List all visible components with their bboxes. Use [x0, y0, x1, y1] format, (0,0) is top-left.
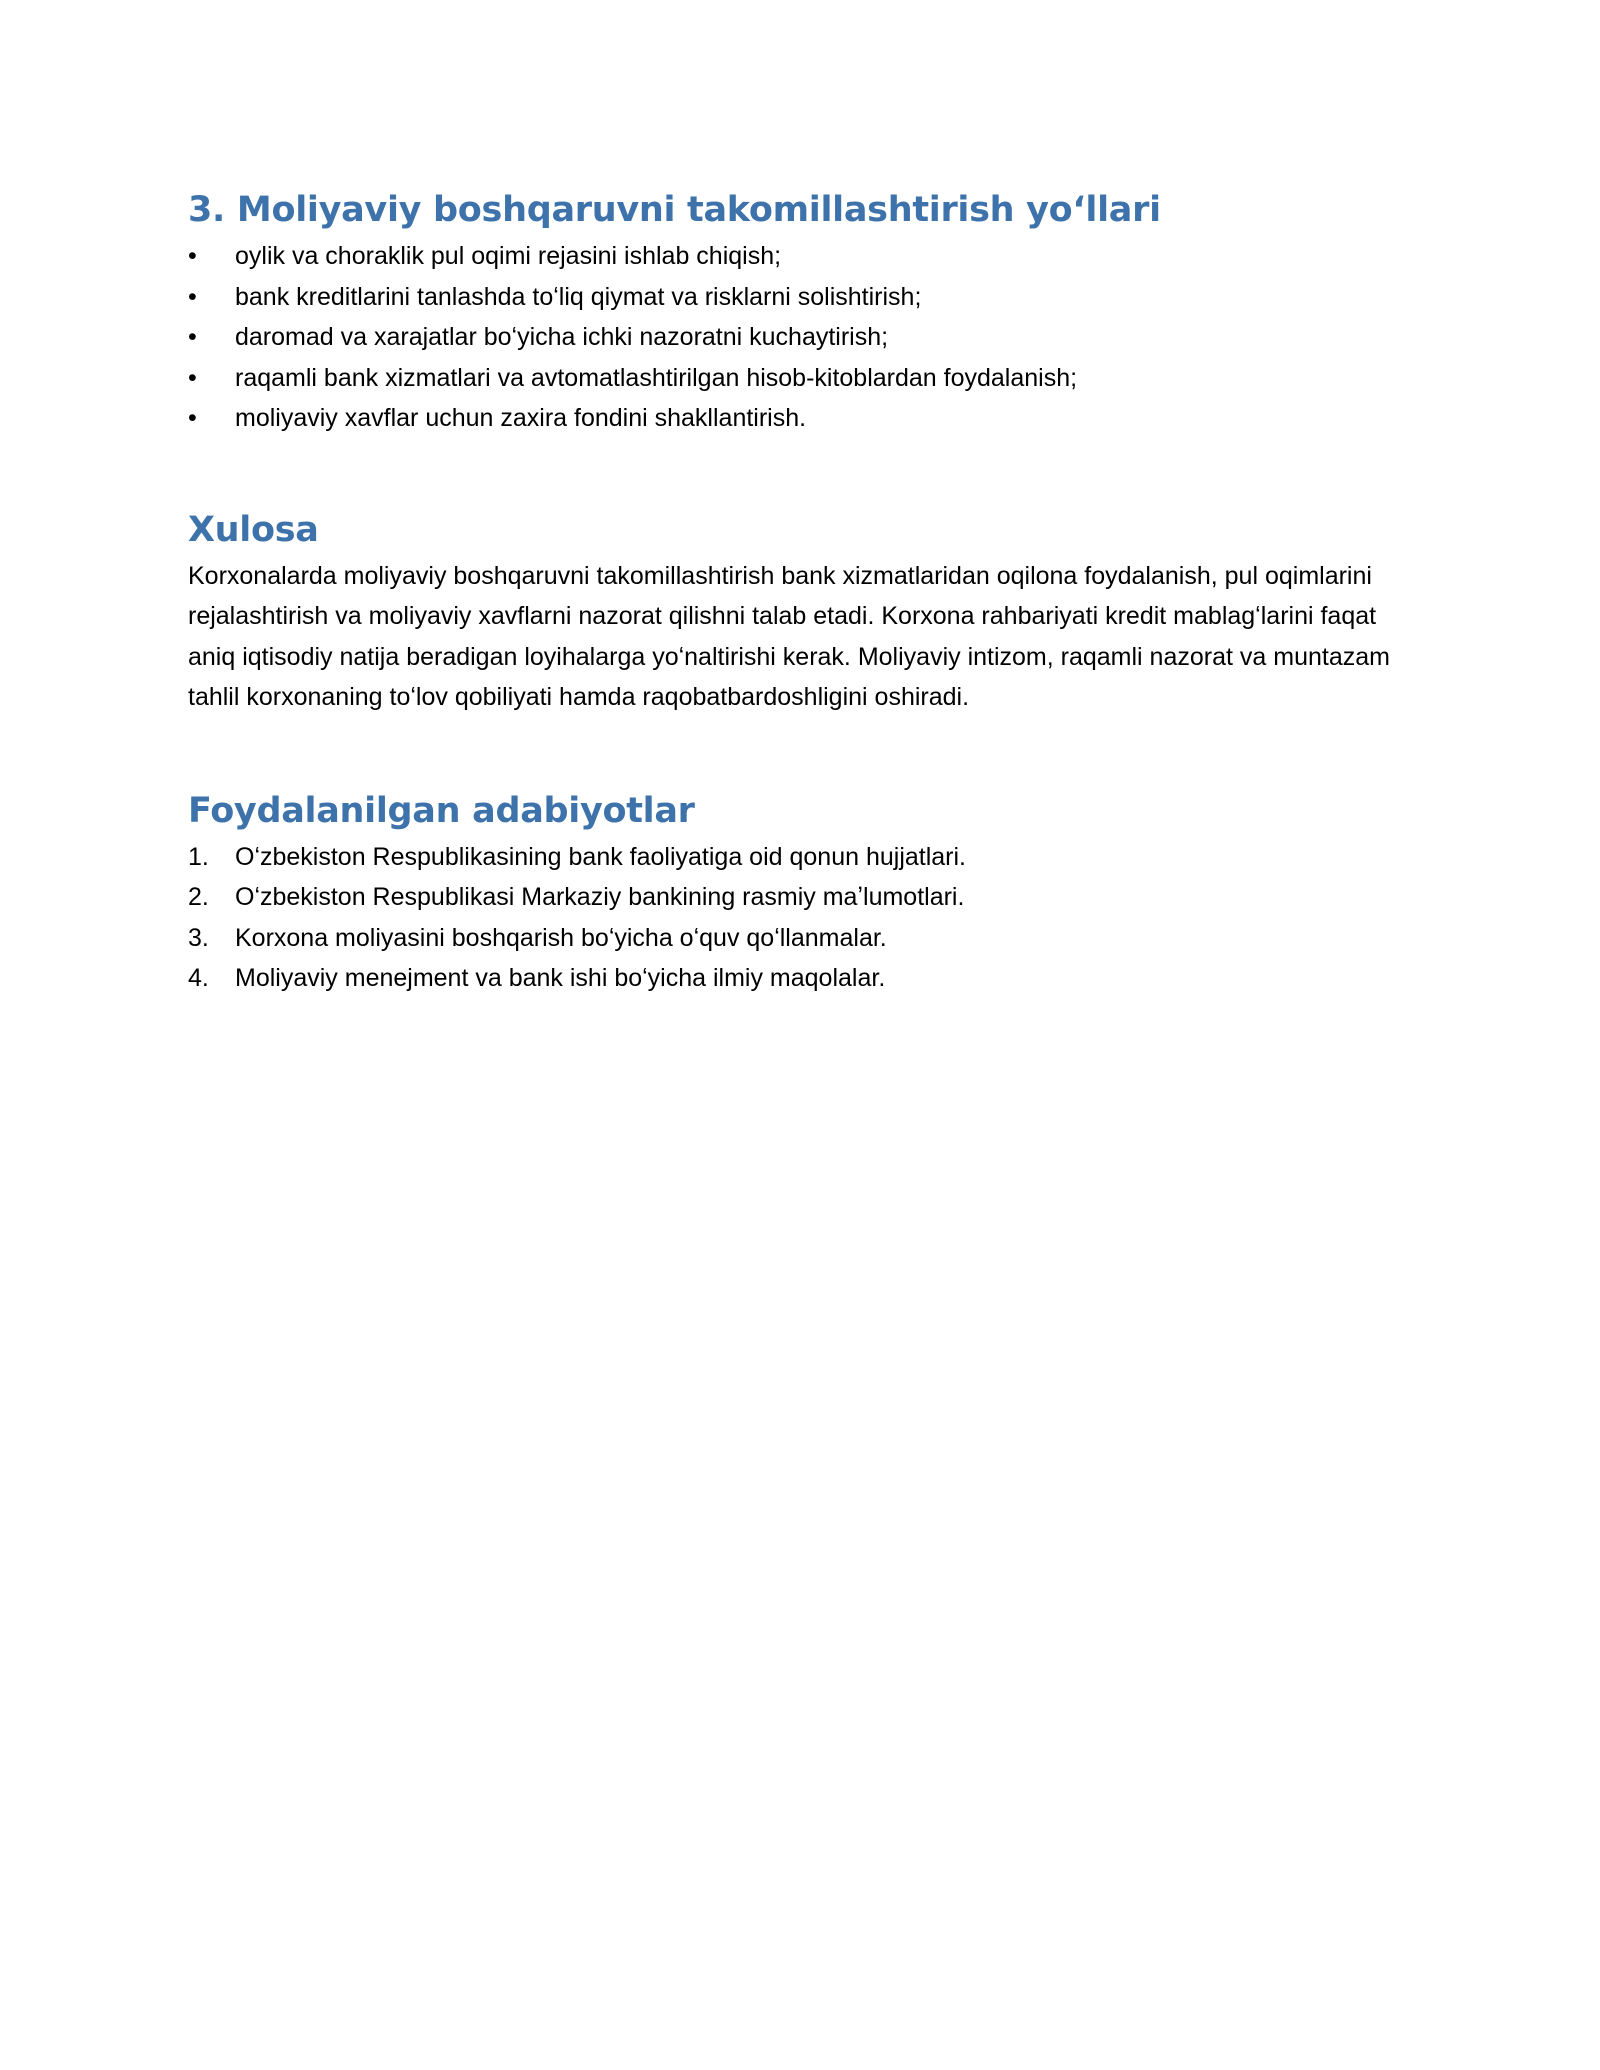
section-improvement-ways: [188, 186, 1428, 439]
list-item: 2. Oʻzbekiston Respublikasi Markaziy bankining rasmiy maʼlumotlari.: [188, 877, 1428, 918]
bullet-list: [188, 236, 1428, 439]
list-item: • daromad va xarajatlar boʻyicha ichki nazoratni kuchaytirish;: [188, 317, 1428, 358]
bullet-icon: •: [188, 363, 197, 392]
list-item: • oylik va choraklik pul oqimi rejasini ishlab chiqish;: [188, 236, 1428, 277]
list-item: 1. Oʻzbekiston Respublikasining bank faoliyatiga oid qonun hujjatlari.: [188, 837, 1428, 878]
conclusion-paragraph: Korxonalarda moliyaviy boshqaruvni takomillashtirish bank xizmatlaridan oqilona foydalanish, pul oqimlarini rejalashtirish va moliyaviy xavflarni nazorat qilishni talab etadi. Korxona rahbariyati kredit mablagʻlarini faqat aniq iqtisodiy natija beradigan loyihalarga yoʻnaltirishi kerak. Moliyaviy intizom, raqamli nazorat va muntazam tahlil korxonaning toʻlov qobiliyati hamda raqobatbardoshligini oshiradi.: [188, 561, 1390, 711]
section-heading: Xulosa: [188, 509, 319, 550]
bullet-icon: •: [188, 404, 197, 432]
section-conclusion: [188, 506, 1428, 718]
numbered-list: [188, 837, 1428, 999]
item-number: 3.: [188, 923, 209, 952]
item-number: 2.: [188, 883, 209, 911]
list-item: • bank kreditlarini tanlashda toʻliq qiymat va risklarni solishtirish;: [188, 277, 1428, 318]
bullet-icon: •: [188, 323, 197, 351]
list-item: • moliyaviy xavflar uchun zaxira fondini shakllantirish.: [188, 398, 1428, 439]
list-item: 4. Moliyaviy menejment va bank ishi boʻyicha ilmiy maqolalar.: [188, 958, 1428, 999]
list-item: 3. Korxona moliyasini boshqarish boʻyicha oʻquv qoʻllanmalar.: [188, 918, 1428, 959]
section-references: [188, 787, 1428, 999]
list-item: • raqamli bank xizmatlari va avtomatlashtirilgan hisob-kitoblardan foydalanish;: [188, 358, 1428, 399]
document-page: [188, 186, 1428, 999]
section-heading: 3. Moliyaviy boshqaruvni takomillashtirish yoʻllari: [188, 190, 1161, 230]
bullet-icon: •: [188, 242, 197, 270]
item-number: 1.: [188, 842, 209, 871]
section-heading: Foydalanilgan adabiyotlar: [188, 790, 695, 831]
item-number: 4.: [188, 964, 209, 992]
bullet-icon: •: [188, 282, 197, 311]
